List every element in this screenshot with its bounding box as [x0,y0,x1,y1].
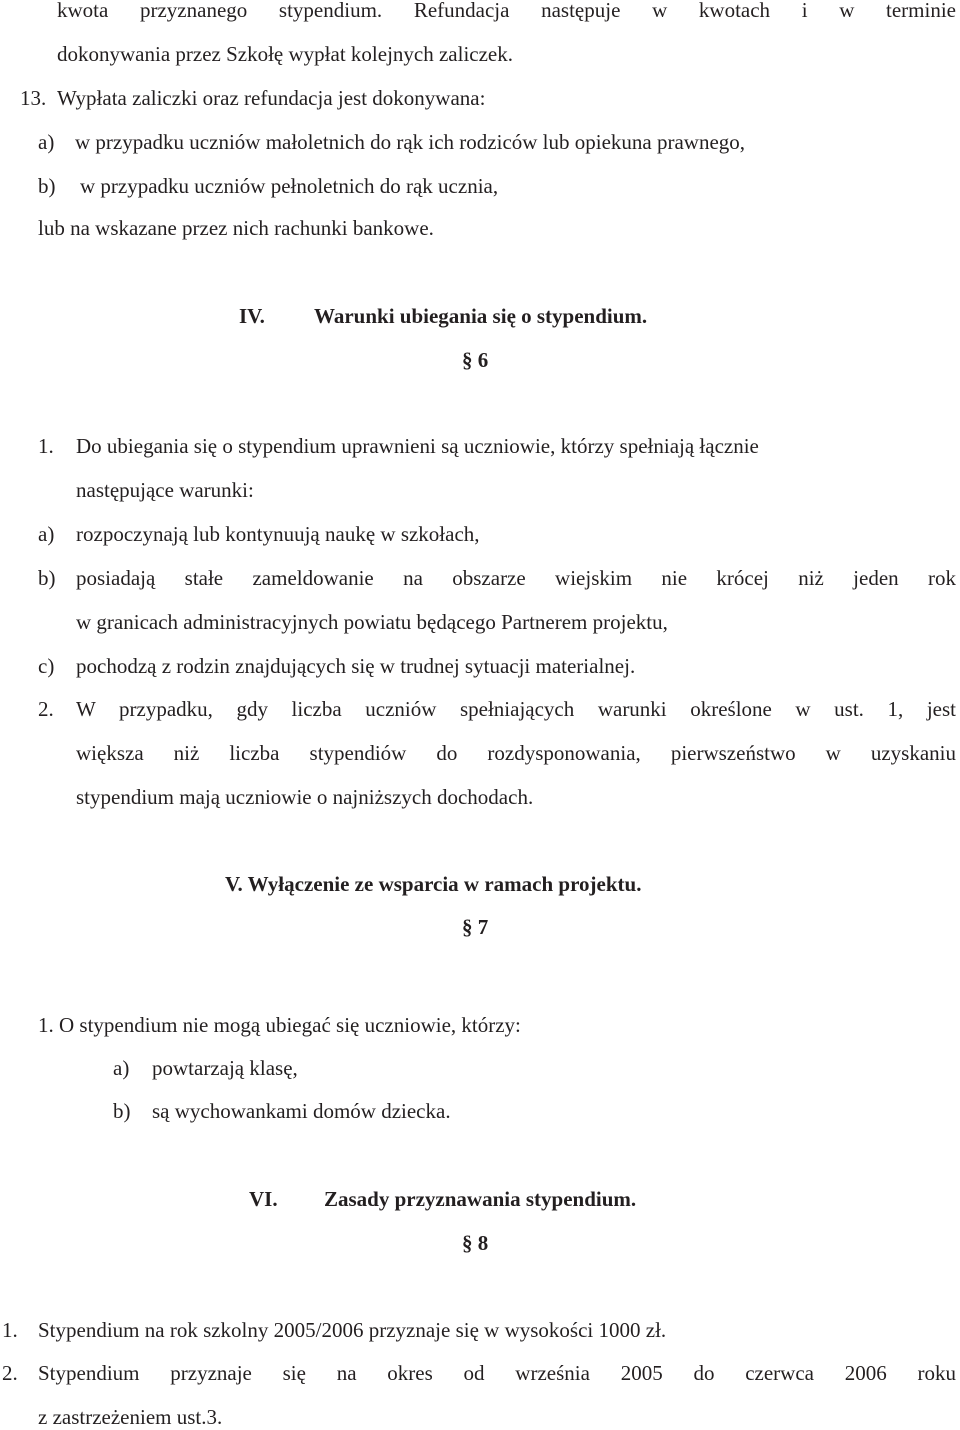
par6-item-c-label: c) [38,654,55,678]
item-13a-text: w przypadku uczniów małoletnich do rąk ich rodziców lub opiekuna prawnego, [75,130,746,154]
section-5-title: V. Wyłączenie ze wsparcia w ramach projektu. [225,872,642,896]
continuation-line-1: kwota przyznanego stypendium. Refundacja następuje w kwotach i w terminie [57,0,956,22]
continuation-line-2: dokonywania przez Szkołę wypłat kolejnych zaliczek. [57,42,513,66]
par7-item-b-text: są wychowankami domów dziecka. [152,1099,451,1123]
paragraph-8-heading: § 8 [462,1231,489,1255]
par7-item-a-text: powtarzają klasę, [152,1056,298,1080]
section-6-title: Zasady przyznawania stypendium. [324,1187,637,1211]
par8-item-1-number: 1. [2,1318,18,1342]
par6-item-c-text: pochodzą z rodzin znajdujących się w trudnej sytuacji materialnej. [76,654,636,678]
paragraph-7-heading: § 7 [462,915,489,939]
par6-item-b-line-2: w granicach administracyjnych powiatu będącego Partnerem projektu, [76,610,668,634]
item-13a-label: a) [38,130,55,154]
section-6-number: VI. [249,1187,278,1211]
par6-item-2-line-3: stypendium mają uczniowie o najniższych dochodach. [76,785,534,809]
par8-item-2-line-1: Stypendium przyznaje się na okres od września 2005 do czerwca 2006 roku [38,1361,956,1385]
item-13-number: 13. [20,86,47,110]
par7-item-a-label: a) [113,1056,130,1080]
par6-item-a-text: rozpoczynają lub kontynuują naukę w szkołach, [76,522,480,546]
par8-item-2-number: 2. [2,1361,18,1385]
item-13-tail: lub na wskazane przez nich rachunki bankowe. [38,216,434,240]
par8-item-1-text: Stypendium na rok szkolny 2005/2006 przyznaje się w wysokości 1000 zł. [38,1318,667,1342]
item-13-text: Wypłata zaliczki oraz refundacja jest dokonywana: [57,86,486,110]
par6-item-2-number: 2. [38,697,54,721]
par8-item-2-line-2: z zastrzeżeniem ust.3. [38,1405,223,1429]
paragraph-6-heading: § 6 [462,348,489,372]
par6-item-1-line-1: Do ubiegania się o stypendium uprawnieni są uczniowie, którzy spełniają łącznie [76,434,759,458]
par6-item-1-number: 1. [38,434,54,458]
item-13b-label: b) [38,174,56,198]
item-13b-text: w przypadku uczniów pełnoletnich do rąk ucznia, [80,174,499,198]
par6-item-b-line-1: posiadają stałe zameldowanie na obszarze wiejskim nie krócej niż jeden rok [76,566,956,590]
par6-item-2-line-2: większa niż liczba stypendiów do rozdysponowania, pierwszeństwo w uzyskaniu [76,741,956,765]
par7-item-1: 1. O stypendium nie mogą ubiegać się uczniowie, którzy: [38,1013,521,1037]
par6-item-1-line-2: następujące warunki: [76,478,254,502]
par6-item-2-line-1: W przypadku, gdy liczba uczniów spełniających warunki określone w ust. 1, jest [76,697,956,721]
section-4-number: IV. [239,304,265,328]
par7-item-b-label: b) [113,1099,131,1123]
par6-item-b-label: b) [38,566,56,590]
section-4-title: Warunki ubiegania się o stypendium. [314,304,648,328]
par6-item-a-label: a) [38,522,55,546]
